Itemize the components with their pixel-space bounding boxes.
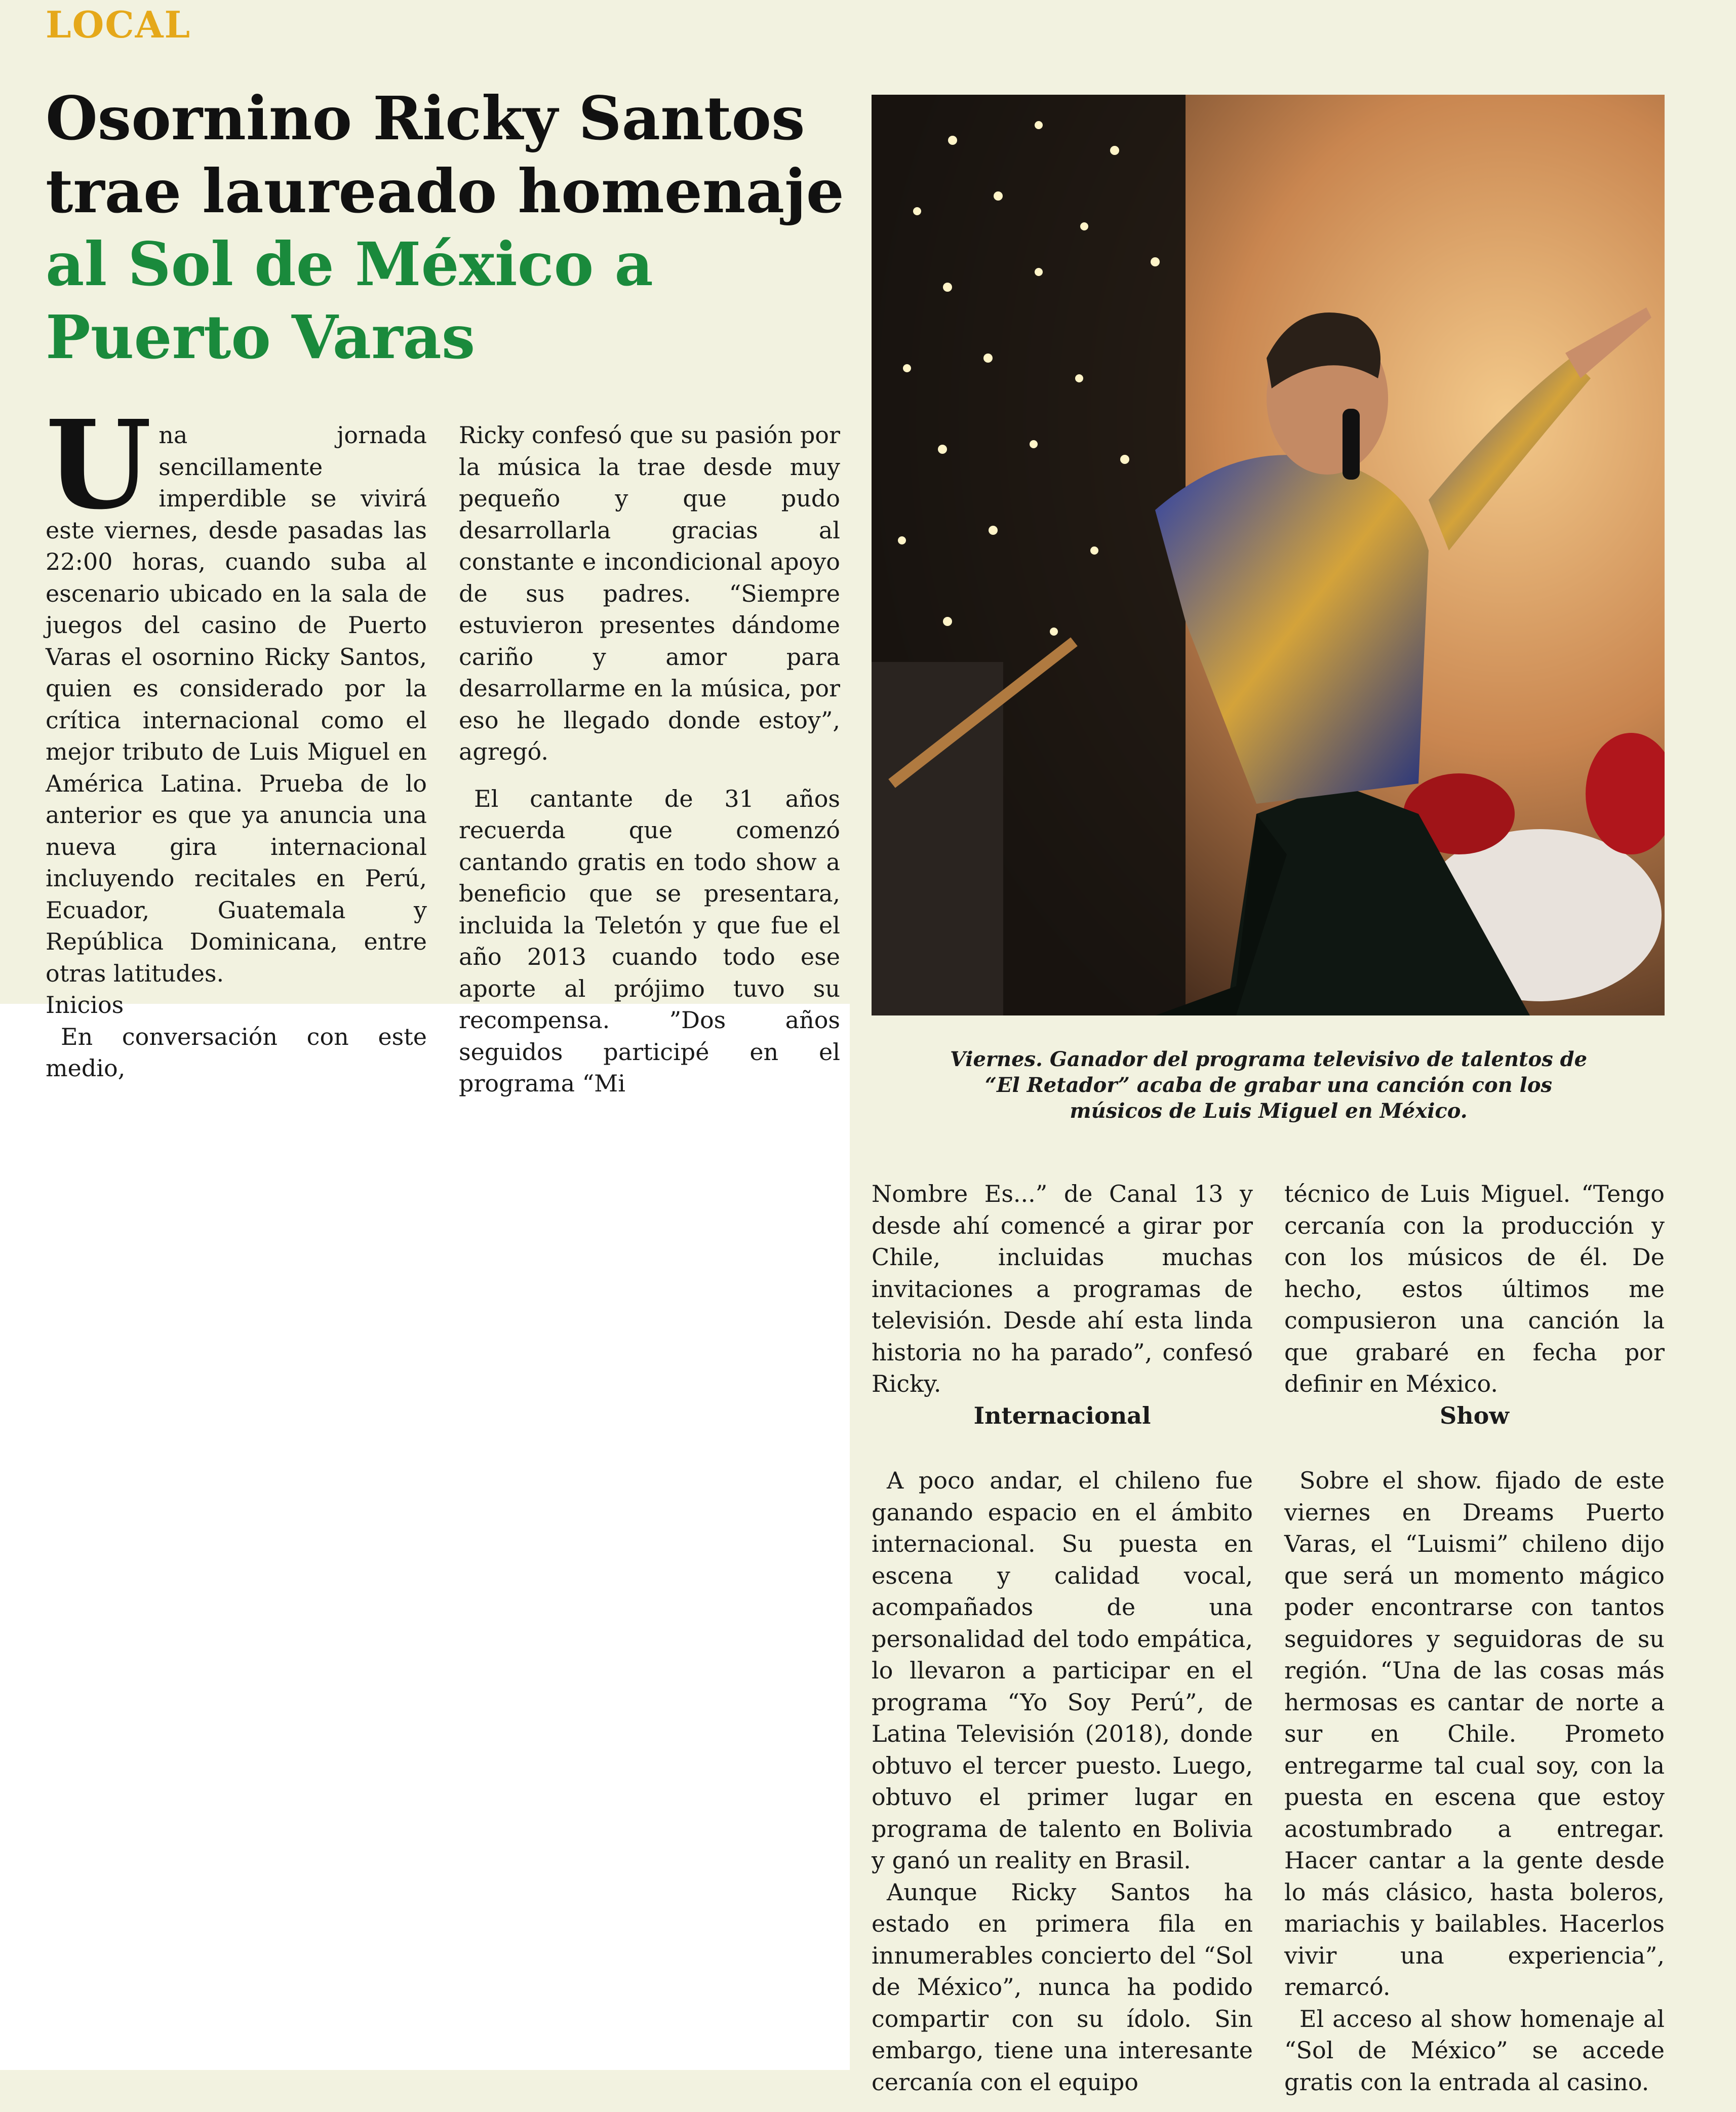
col3-paragraph-3: Aunque Ricky Santos ha estado en primera fila en innumerables concierto del “Sol de México”, nunca ha podido compartir con su ídolo. Sin embargo, tiene una interesante cercanía con el equipo <box>872 1878 1253 2096</box>
article-column-4 <box>1284 1178 1665 1400</box>
intro-paragraph-2: En conversación con este medio, <box>46 1023 427 1082</box>
section-label: LOCAL <box>46 3 191 46</box>
col4-paragraph-1: técnico de Luis Miguel. “Tengo cercanía con la producción y con los músicos de él. De hecho, estos últimos me compusieron una canción la que grabaré en fecha por definir en México. <box>1284 1180 1665 1397</box>
col3-paragraph-2: A poco andar, el chileno fue ganando espacio en el ámbito internacional. Su puesta en escena y calidad vocal, acompañados de una personalidad del todo empática, lo llevaron a participar en el programa “Yo Soy Perú”, de Latina Televisión (2018), donde obtuvo el tercer puesto. Luego, obtuvo el primer lugar en programa de talento en Bolivia y ganó un reality en Brasil. <box>872 1467 1253 1874</box>
col2-paragraph-1: Ricky confesó que su pasión por la música la trae desde muy pequeño y que pudo desarrollarla gracias al constante e incondicional apoyo de sus padres. “Siempre estuvieron presentes dándome cariño y amor para desarrollarme en la música, por eso he llegado donde estoy”, agregó. <box>459 421 840 765</box>
inicios-label: Inicios <box>46 991 124 1019</box>
article-column-2 <box>459 419 840 1100</box>
col4-paragraph-2: Sobre el show. fijado de este viernes en Dreams Puerto Varas, el “Luismi” chileno dijo que será un momento mágico poder encontrarse con tantos seguidores y seguidoras de su región. “Una de las cosas más hermosas es cantar de norte a sur en Chile. Prometo entregarme tal cual soy, con la puesta en escena que estoy acostumbrado a entregar. Hacer cantar a la gente desde lo más clásico, hasta boleros, mariachis y bailables. Hacerlos vivir una experiencia”, remarcó. <box>1284 1467 1665 2001</box>
col2-paragraph-2: El cantante de 31 años recuerda que comenzó cantando gratis en todo show a beneficio que se presentara, incluida la Teletón y que fue el año 2013 cuando todo ese aporte al prójimo tuvo su recompensa. ”Dos años seguidos participé en el programa “Mi <box>459 785 840 1097</box>
headline-line-4: Puerto Varas <box>46 302 476 372</box>
article-column-3 <box>872 1178 1253 1400</box>
article-column-1 <box>46 394 427 1084</box>
article-column-4b <box>1284 1465 1665 2098</box>
blank-area <box>0 1004 850 2070</box>
subhead-show: Show <box>1440 1402 1509 1429</box>
intro-paragraph: na jornada sencillamente imperdible se vivirá este viernes, desde pasadas las 22:00 horas, cuando suba al escenario ubicado en la sala de juegos del casino de Puerto Varas el osornino Ricky Santos, quien es considerado por la crítica internacional como el mejor tributo de Luis Miguel en América Latina. Prueba de lo anterior es que ya anuncia una nueva gira internacional incluyendo recitales en Perú, Ecuador, Guatemala y República Dominicana, entre otras latitudes. <box>46 421 427 987</box>
article-column-3b <box>872 1465 1253 2098</box>
headline-line-2: trae laureado homenaje <box>46 156 844 226</box>
col4-paragraph-3: El acceso al show homenaje al “Sol de México” se accede gratis con la entrada al casino. <box>1284 2005 1665 2096</box>
headline <box>46 82 856 374</box>
photo-caption: Viernes. Ganador del programa televisivo de talentos de “El Retador” acaba de grabar una canción con los músicos de Luis Miguel en México. <box>950 1047 1588 1123</box>
drop-cap: U <box>46 394 152 536</box>
subhead-internacional: Internacional <box>973 1402 1151 1429</box>
col3-paragraph-1: Nombre Es...” de Canal 13 y desde ahí comencé a girar por Chile, incluidas muchas invitaciones a programas de televisión. Desde ahí esta linda historia no ha parado”, confesó Ricky. <box>872 1180 1253 1397</box>
concert-photo <box>872 95 1665 1015</box>
concert-photo-singer-pointing-icon <box>872 95 1665 1015</box>
headline-line-3: al Sol de México a <box>46 229 653 299</box>
headline-line-1: Osornino Ricky Santos <box>46 83 805 153</box>
